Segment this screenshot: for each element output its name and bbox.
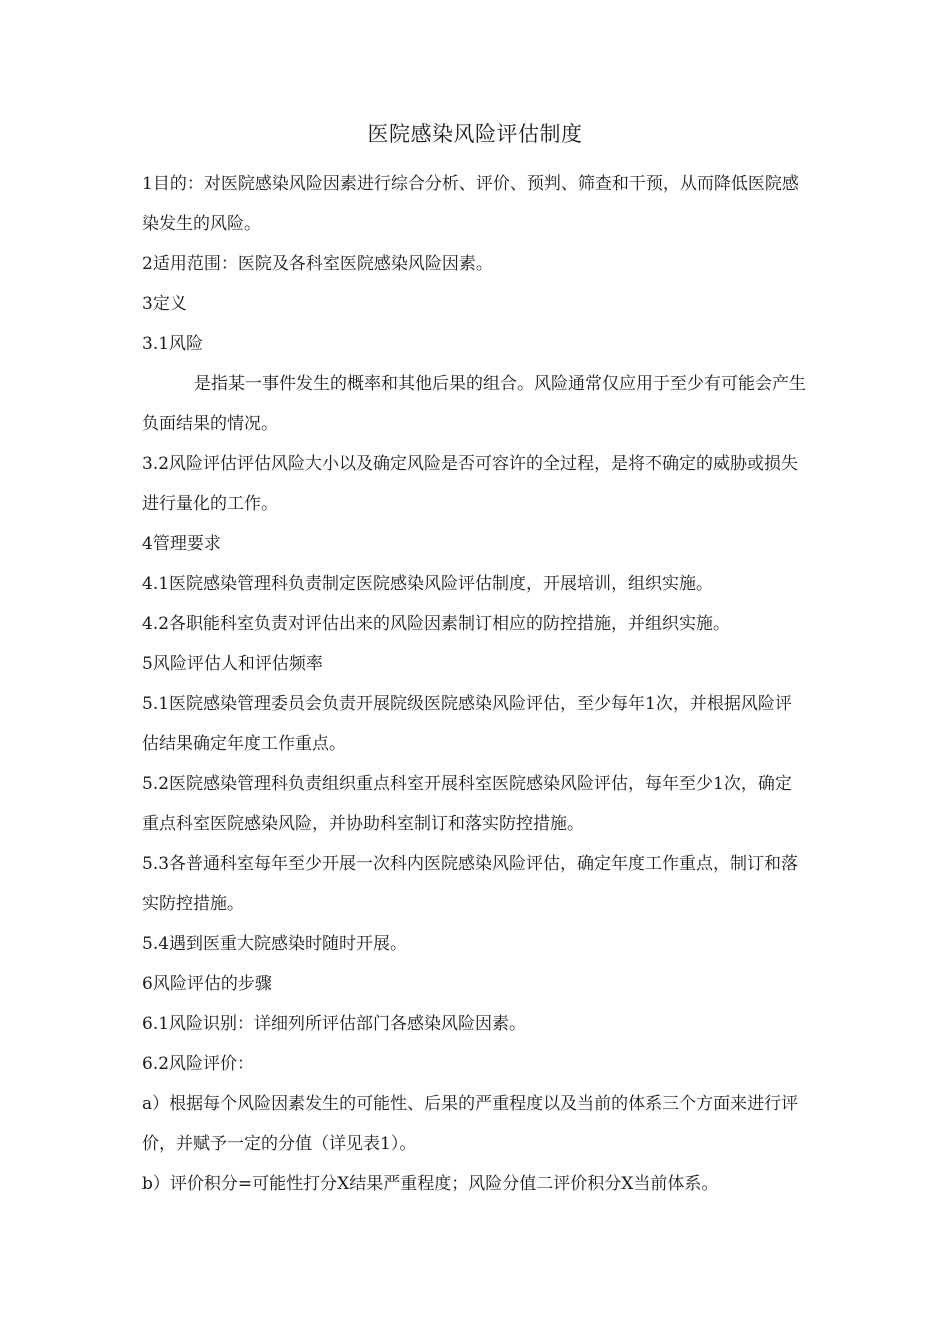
paragraph-risk-assessment: 3.2风险评估评估风险大小以及确定风险是否可容许的全过程，是将不确定的威胁或损失进行量化的工作。 [142, 454, 799, 514]
heading-management: 4管理要求 [142, 534, 221, 554]
paragraph-b: b）评价积分=可能性打分X结果严重程度；风险分值二评价积分X当前体系。 [142, 1174, 719, 1194]
paragraph-purpose: 1目的：对医院感染风险因素进行综合分析、评价、预判、筛查和干预，从而降低医院感染发生的风险。 [142, 174, 799, 234]
paragraph-scope: 2适用范围：医院及各科室医院感染风险因素。 [142, 254, 493, 274]
paragraph-5-1: 5.1医院感染管理委员会负责开展院级医院感染风险评估，至少每年1次，并根据风险评估结果确定年度工作重点。 [142, 694, 792, 754]
paragraph-risk-definition: 是指某一事件发生的概率和其他后果的组合。风险通常仅应用于至少有可能会产生负面结果的情况。 [142, 374, 806, 434]
paragraph-5-4: 5.4遇到医重大院感染时随时开展。 [142, 934, 408, 954]
paragraph-a: a）根据每个风险因素发生的可能性、后果的严重程度以及当前的体系三个方面来进行评价，并赋予一定的分值（详见表1）。 [142, 1094, 799, 1154]
paragraph-management-4-2: 4.2各职能科室负责对评估出来的风险因素制订相应的防控措施，并组织实施。 [142, 614, 731, 634]
document-title: 医院感染风险评估制度 [367, 122, 583, 146]
paragraph-management-4-1: 4.1医院感染管理科负责制定医院感染风险评估制度，开展培训，组织实施。 [142, 574, 714, 594]
paragraph-6-1: 6.1风险识别：详细列所评估部门各感染风险因素。 [142, 1014, 527, 1034]
paragraph-5-2: 5.2医院感染管理科负责组织重点科室开展科室医院感染风险评估，每年至少1次，确定重点科室医院感染风险，并协助科室制订和落实防控措施。 [142, 774, 792, 834]
heading-definition: 3定义 [142, 294, 187, 314]
heading-steps: 6风险评估的步骤 [142, 974, 272, 994]
document-body [142, 164, 808, 1204]
paragraph-5-3: 5.3各普通科室每年至少开展一次科内医院感染风险评估，确定年度工作重点，制订和落实防控措施。 [142, 854, 799, 914]
heading-risk: 3.1风险 [142, 334, 204, 354]
heading-assessor-frequency: 5风险评估人和评估频率 [142, 654, 323, 674]
paragraph-6-2: 6.2风险评价： [142, 1054, 255, 1074]
